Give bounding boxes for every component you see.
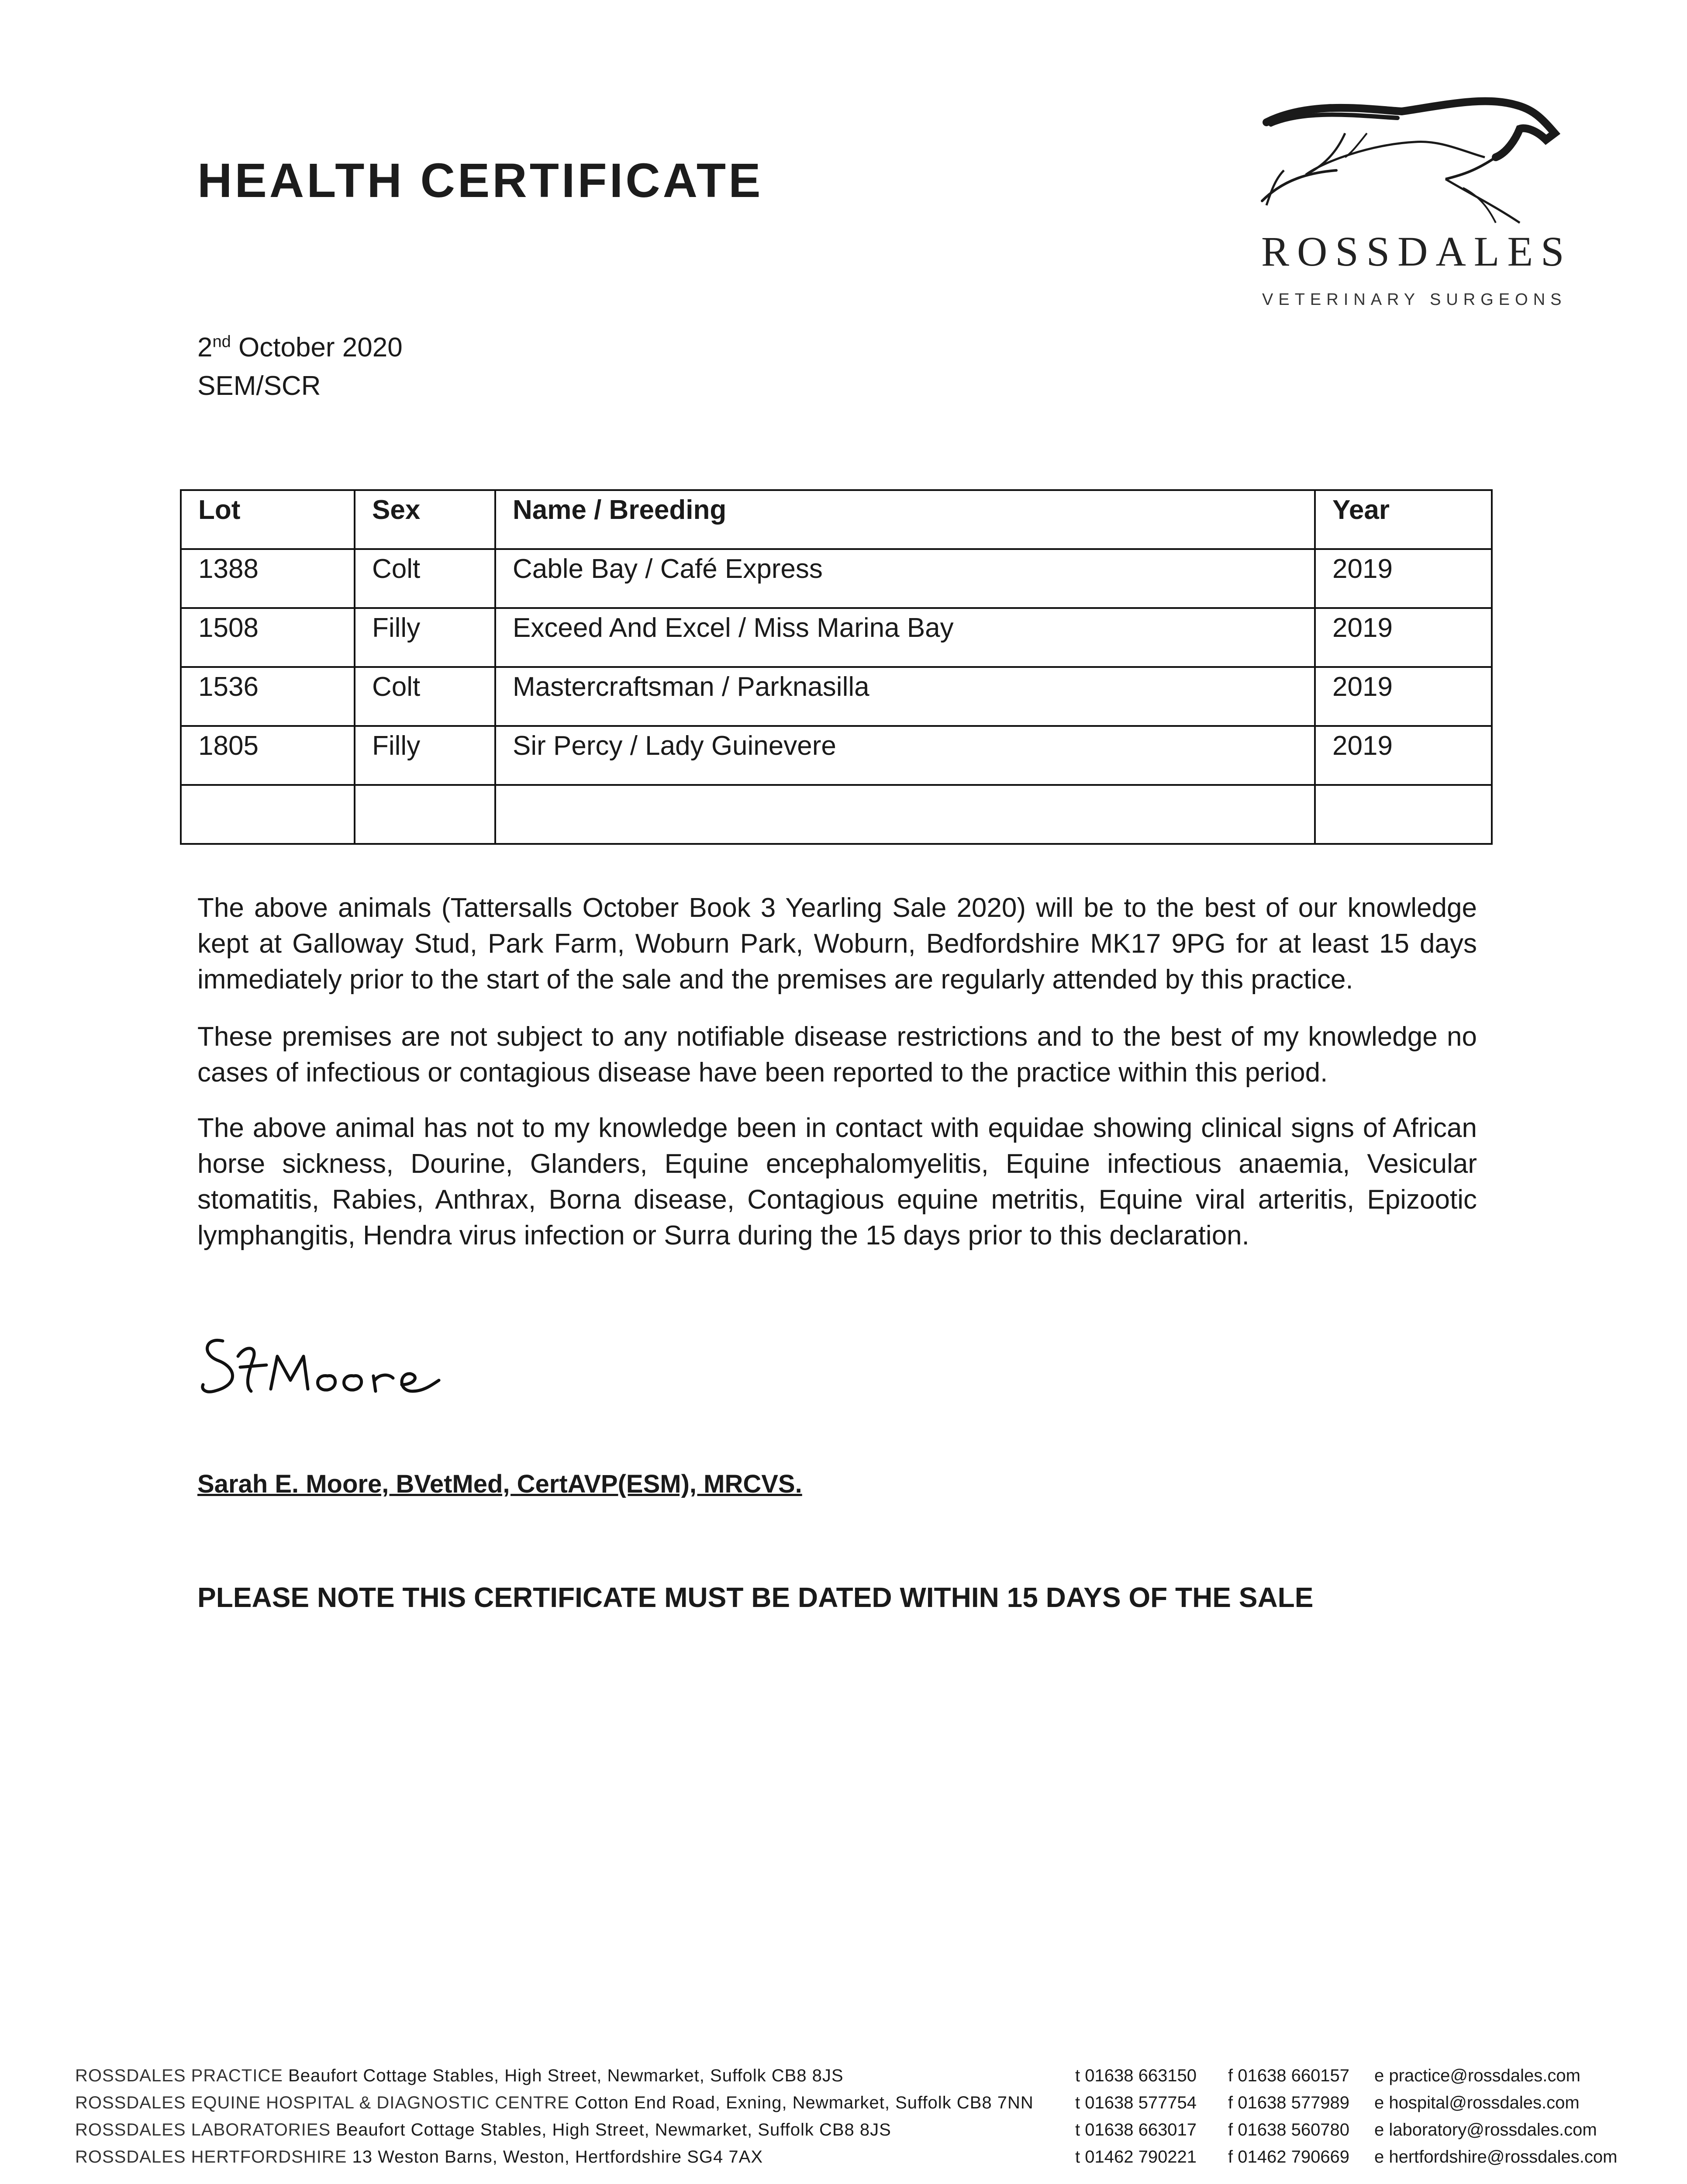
cell-name-breeding xyxy=(495,785,1315,844)
cell-name-breeding: Cable Bay / Café Express xyxy=(495,549,1315,608)
footer-email: e hertfordshire@rossdales.com xyxy=(1374,2147,1618,2167)
footer-org: ROSSDALES EQUINE HOSPITAL & DIAGNOSTIC CENTRE xyxy=(75,2093,569,2112)
footer-address: Cotton End Road, Exning, Newmarket, Suffolk CB8 7NN xyxy=(575,2093,1034,2112)
date-day: 2 xyxy=(197,332,213,363)
declaration-paragraph-premises: The above animals (Tattersalls October Book 3 Yearling Sale 2020) will be to the best of our knowledge kept at Galloway Stud, Park Farm, Woburn Park, Woburn, Bedfordshire MK17 9PG for at least 15 days immediately prior to the start of the sale and the premises are regularly attended by this practice. xyxy=(197,893,1477,995)
table-row xyxy=(181,608,1492,667)
reference-code: SEM/SCR xyxy=(197,371,321,401)
cell-year: 2019 xyxy=(1315,667,1492,726)
handwritten-signature xyxy=(197,1315,467,1415)
logo-tagline: VETERINARY SURGEONS xyxy=(1262,290,1567,309)
footer-fax: f 01638 577989 xyxy=(1228,2093,1350,2112)
footer-telephone: t 01638 577754 xyxy=(1075,2093,1197,2112)
signatory-name: Sarah E. Moore, BVetMed, CertAVP(ESM), MRCVS. xyxy=(197,1470,802,1498)
footer-row xyxy=(75,2066,1647,2092)
footer-org: ROSSDALES HERTFORDSHIRE xyxy=(75,2147,347,2167)
cell-lot: 1536 xyxy=(181,667,355,726)
cell-name-breeding: Sir Percy / Lady Guinevere xyxy=(495,726,1315,785)
table-row-empty xyxy=(181,785,1492,844)
column-header-name-breeding: Name / Breeding xyxy=(495,490,1315,549)
page-title: HEALTH CERTIFICATE xyxy=(197,154,763,207)
table-header-row xyxy=(181,490,1492,549)
cell-name-breeding: Mastercraftsman / Parknasilla xyxy=(495,667,1315,726)
cell-year: 2019 xyxy=(1315,726,1492,785)
footer-address: Beaufort Cottage Stables, High Street, Newmarket, Suffolk CB8 8JS xyxy=(288,2066,844,2085)
sale-date-notice: PLEASE NOTE THIS CERTIFICATE MUST BE DATED WITHIN 15 DAYS OF THE SALE xyxy=(197,1582,1314,1613)
footer-row xyxy=(75,2120,1647,2146)
footer-email: e laboratory@rossdales.com xyxy=(1374,2120,1597,2139)
footer-fax: f 01462 790669 xyxy=(1228,2147,1350,2167)
declaration-paragraph-restrictions: These premises are not subject to any notifiable disease restrictions and to the best of my knowledge no cases of infectious or contagious disease have been reported to the practice within this period. xyxy=(197,1022,1477,1088)
cell-sex: Filly xyxy=(355,726,495,785)
cell-year: 2019 xyxy=(1315,549,1492,608)
date-suffix: nd xyxy=(212,332,231,351)
issue-date xyxy=(197,332,403,363)
logo-wordmark: ROSSDALES xyxy=(1261,228,1572,275)
footer-fax: f 01638 660157 xyxy=(1228,2066,1350,2085)
column-header-year: Year xyxy=(1315,490,1492,549)
cell-lot: 1805 xyxy=(181,726,355,785)
footer-address: Beaufort Cottage Stables, High Street, Newmarket, Suffolk CB8 8JS xyxy=(336,2120,891,2139)
table-row xyxy=(181,726,1492,785)
lots-table xyxy=(180,489,1493,845)
horse-logo-icon xyxy=(1258,92,1563,232)
date-month-year: October 2020 xyxy=(231,332,403,363)
footer-email: e hospital@rossdales.com xyxy=(1374,2093,1580,2112)
column-header-sex: Sex xyxy=(355,490,495,549)
cell-lot: 1388 xyxy=(181,549,355,608)
column-header-lot: Lot xyxy=(181,490,355,549)
cell-sex: Colt xyxy=(355,667,495,726)
cell-lot xyxy=(181,785,355,844)
table-row xyxy=(181,667,1492,726)
footer-row xyxy=(75,2147,1647,2174)
footer-org: ROSSDALES PRACTICE xyxy=(75,2066,283,2085)
footer-telephone: t 01638 663150 xyxy=(1075,2066,1197,2085)
footer-email: e practice@rossdales.com xyxy=(1374,2066,1580,2085)
footer-telephone: t 01638 663017 xyxy=(1075,2120,1197,2139)
declaration-paragraph-diseases: The above animal has not to my knowledge been in contact with equidae showing clinical signs of African horse sickness, Dourine, Glanders, Equine encephalomyelitis, Equine infectious anaemia, Vesicular stomatitis, Rabies, Anthrax, Borna disease, Contagious equine metritis, Equine viral arteritis, Epizootic lymphangitis, Hendra virus infection or Surra during the 15 days prior to this declaration. xyxy=(197,1113,1477,1251)
rossdales-logo xyxy=(1258,92,1572,328)
footer-fax: f 01638 560780 xyxy=(1228,2120,1350,2139)
table-row xyxy=(181,549,1492,608)
cell-year: 2019 xyxy=(1315,608,1492,667)
footer-row xyxy=(75,2093,1647,2119)
footer-telephone: t 01462 790221 xyxy=(1075,2147,1197,2167)
cell-sex: Colt xyxy=(355,549,495,608)
cell-lot: 1508 xyxy=(181,608,355,667)
cell-sex xyxy=(355,785,495,844)
cell-year xyxy=(1315,785,1492,844)
footer-address: 13 Weston Barns, Weston, Hertfordshire SG4 7AX xyxy=(352,2147,763,2167)
cell-name-breeding: Exceed And Excel / Miss Marina Bay xyxy=(495,608,1315,667)
footer-contacts xyxy=(75,2066,1647,2184)
footer-org: ROSSDALES LABORATORIES xyxy=(75,2120,331,2139)
cell-sex: Filly xyxy=(355,608,495,667)
